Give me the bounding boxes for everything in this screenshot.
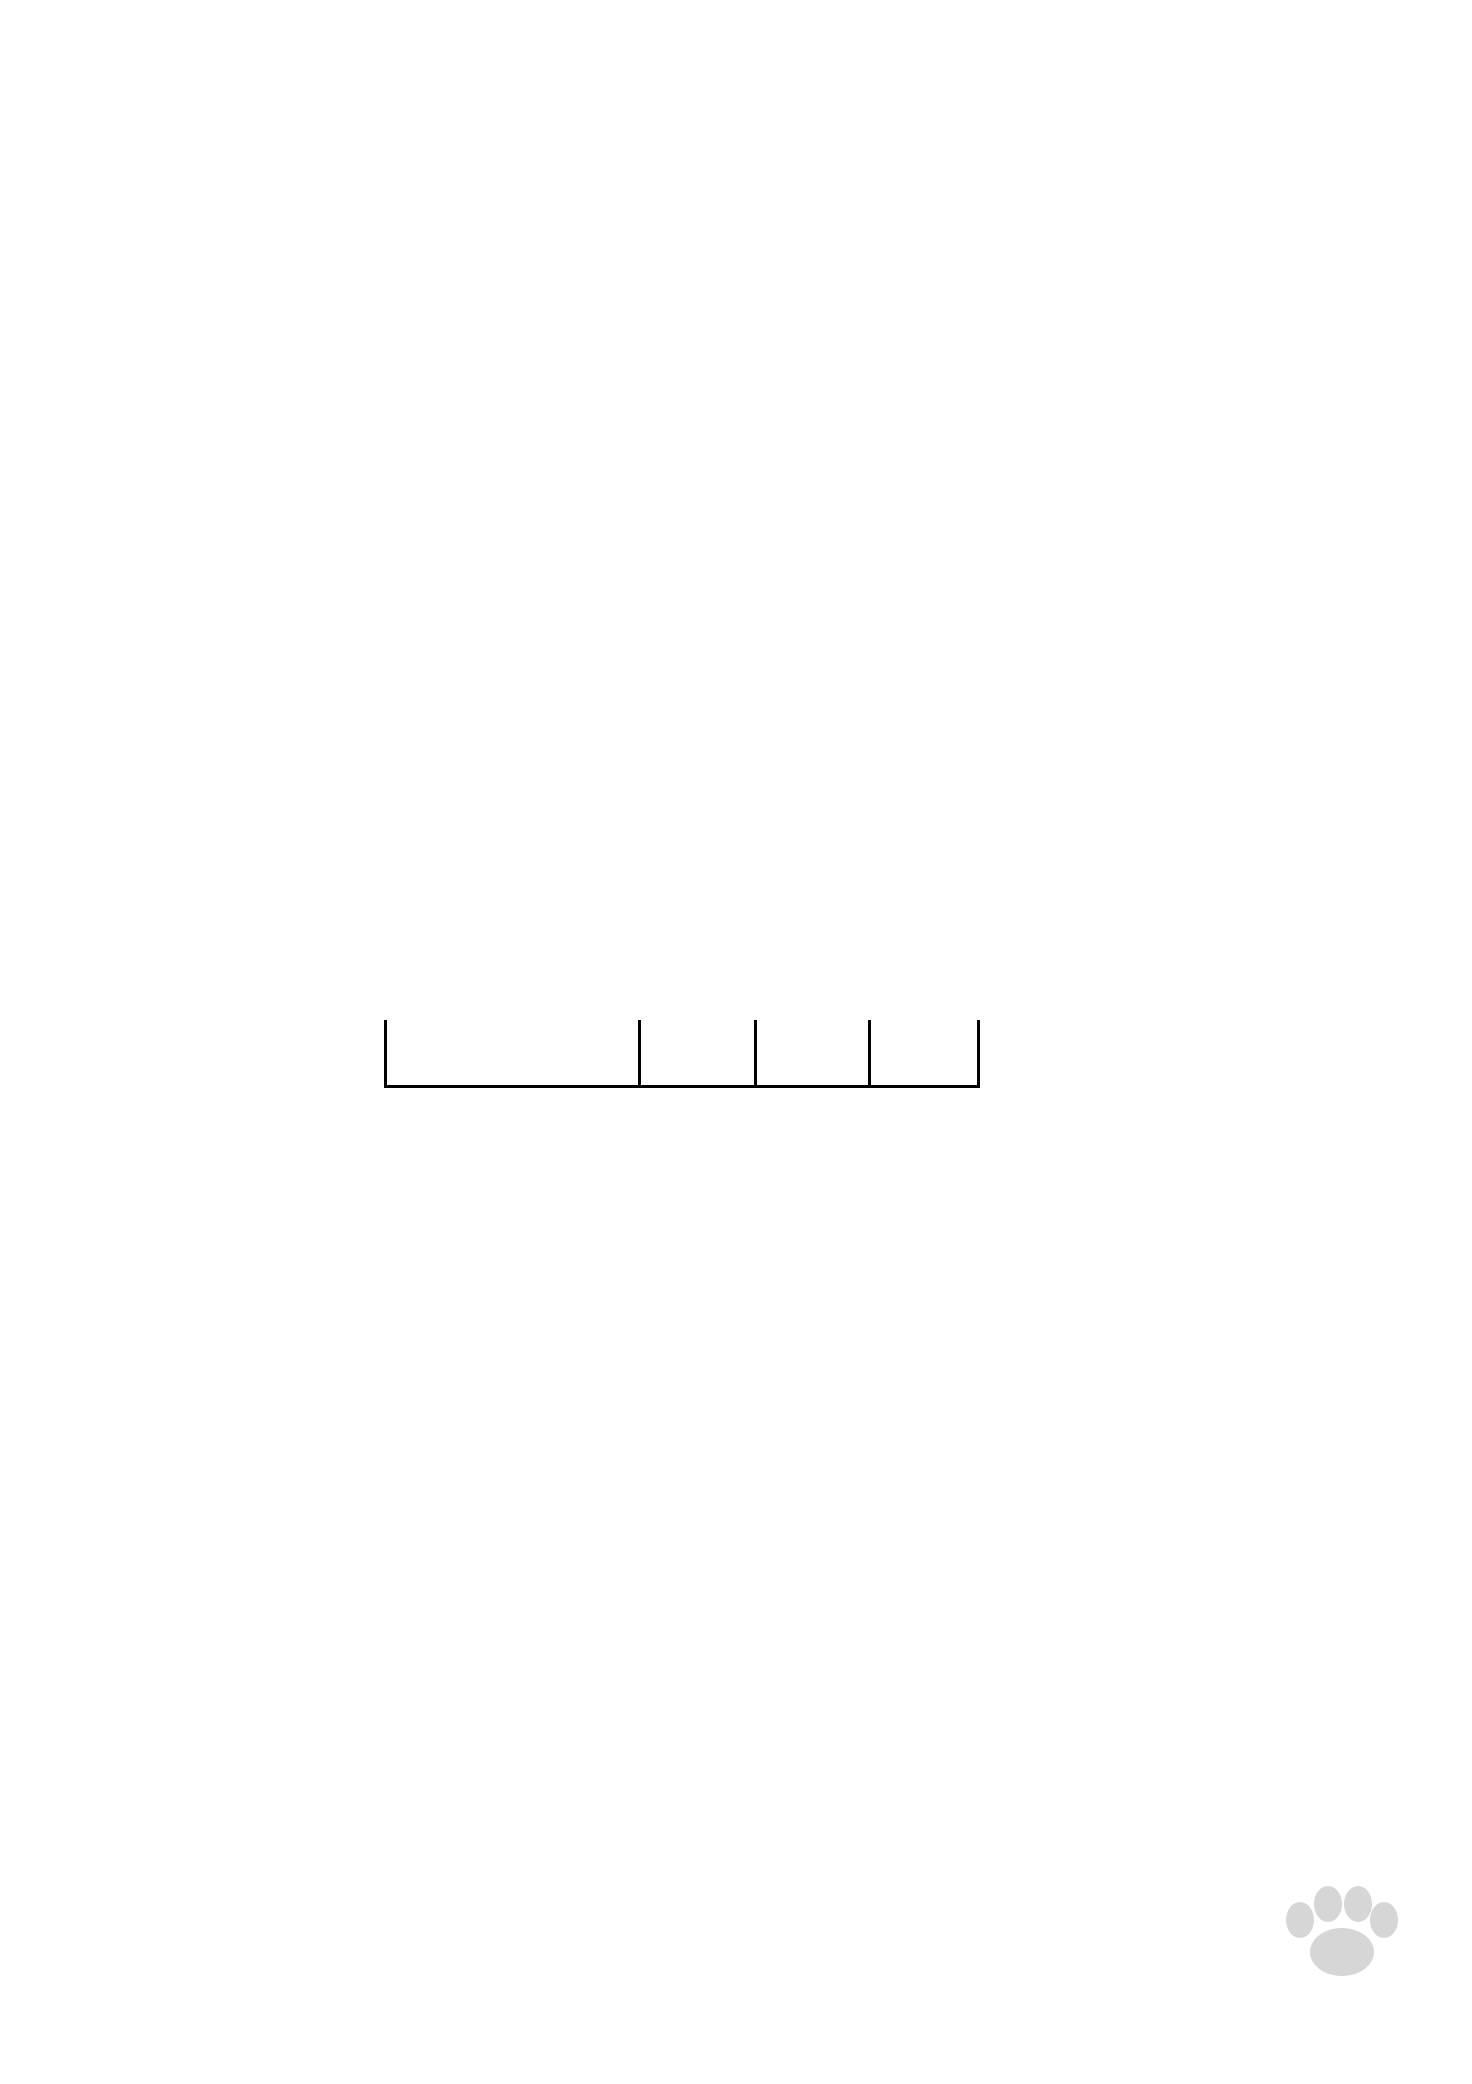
bar-tick xyxy=(638,1020,641,1088)
level-bar-graph xyxy=(384,1020,980,1088)
bar-tick xyxy=(754,1020,757,1088)
bar-tick xyxy=(384,1020,387,1088)
bar-baseline xyxy=(384,1085,980,1088)
bar-tick xyxy=(868,1020,871,1088)
paw-logo-icon xyxy=(1000,1860,1440,2040)
bar-tick xyxy=(977,1020,980,1088)
watermark xyxy=(1000,1860,1440,2040)
